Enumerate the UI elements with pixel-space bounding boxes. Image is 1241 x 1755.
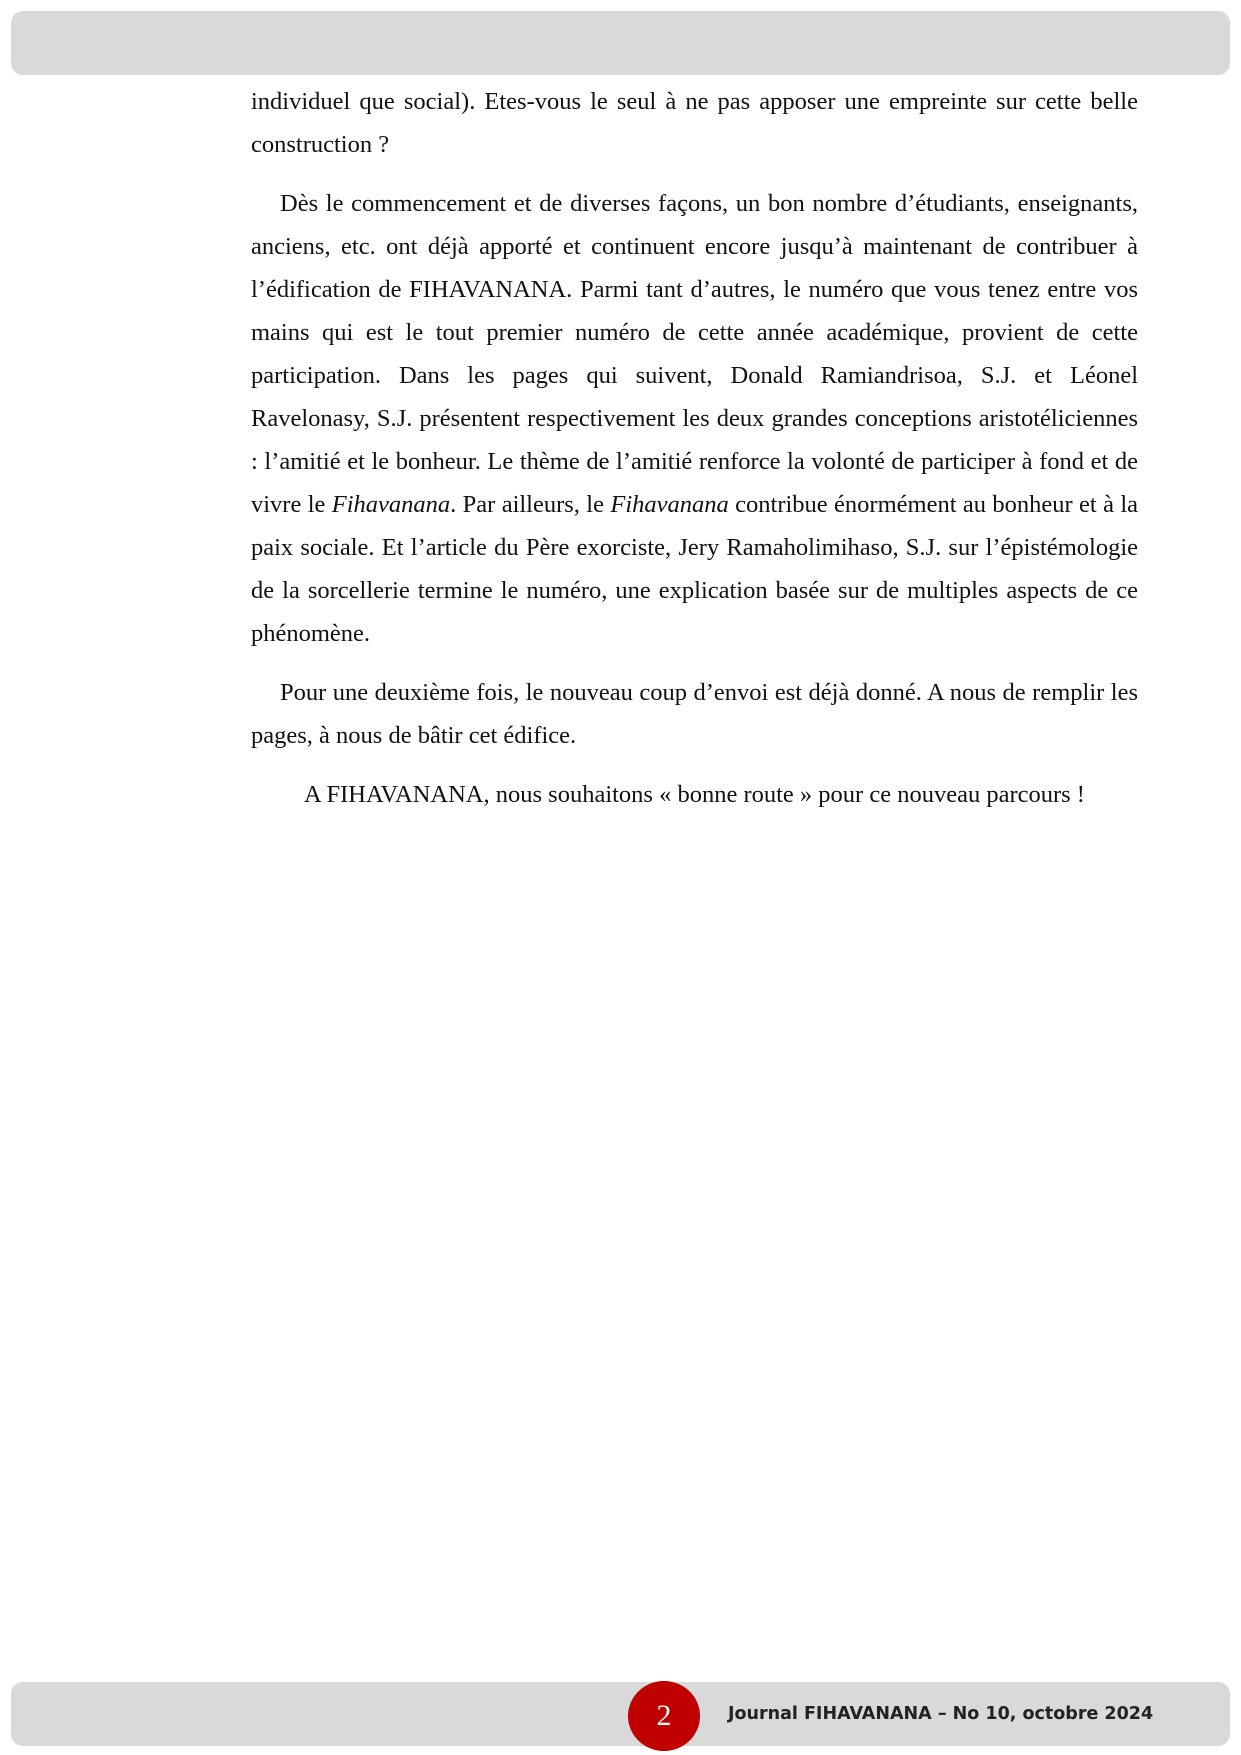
italic-term: Fihavanana <box>331 491 451 518</box>
paragraph-2 <box>251 182 1138 655</box>
paragraph-text: Dès le commencement et de diverses façons, un bon nombre d’étudiants, enseignants, anciens, etc. ont déjà apporté et continuent encore jusqu’à maintenant de contribuer à l’édification de FIHAVANANA. Parmi tant d’autres, le numéro que vous tenez entre vos mains qui est le tout premier numéro de cette année académique, provient de cette participation. Dans les pages qui suivent, Donald Ramiandrisoa, S.J. et Léonel Ravelonasy, S.J. présentent respectivement les deux grandes conceptions aristotéliciennes : l’amitié et le bonheur. Le thème de l’amitié renforce la volonté de participer à fond et de vivre le <box>251 190 1138 518</box>
paragraph-text: individuel que social). Etes-vous le seul à ne pas apposer une empreinte sur cette belle construction ? <box>251 88 1138 158</box>
page-number-badge: 2 <box>628 1681 700 1751</box>
header-band <box>11 11 1230 75</box>
paragraph-text: . Par ailleurs, le <box>450 491 611 518</box>
paragraph-1 <box>251 80 1138 166</box>
journal-info: Journal FIHAVANANA – No 10, octobre 2024 <box>728 1704 1154 1724</box>
paragraph-text: contribue énormément au bonheur et à la paix sociale. Et l’article du Père exorciste, Jery Ramaholimihaso, S.J. sur l’épistémologie de la sorcellerie termine le numéro, une explication basée sur de multiples aspects de ce phénomène. <box>251 491 1138 647</box>
paragraph-text: Pour une deuxième fois, le nouveau coup d’envoi est déjà donné. A nous de remplir les pages, à nous de bâtir cet édifice. <box>251 679 1138 749</box>
italic-term: Fihavanana <box>610 491 729 518</box>
paragraph-3 <box>251 671 1138 757</box>
closing-line: A FIHAVANANA, nous souhaitons « bonne route » pour ce nouveau parcours ! <box>304 781 1085 808</box>
page-body <box>251 80 1138 832</box>
